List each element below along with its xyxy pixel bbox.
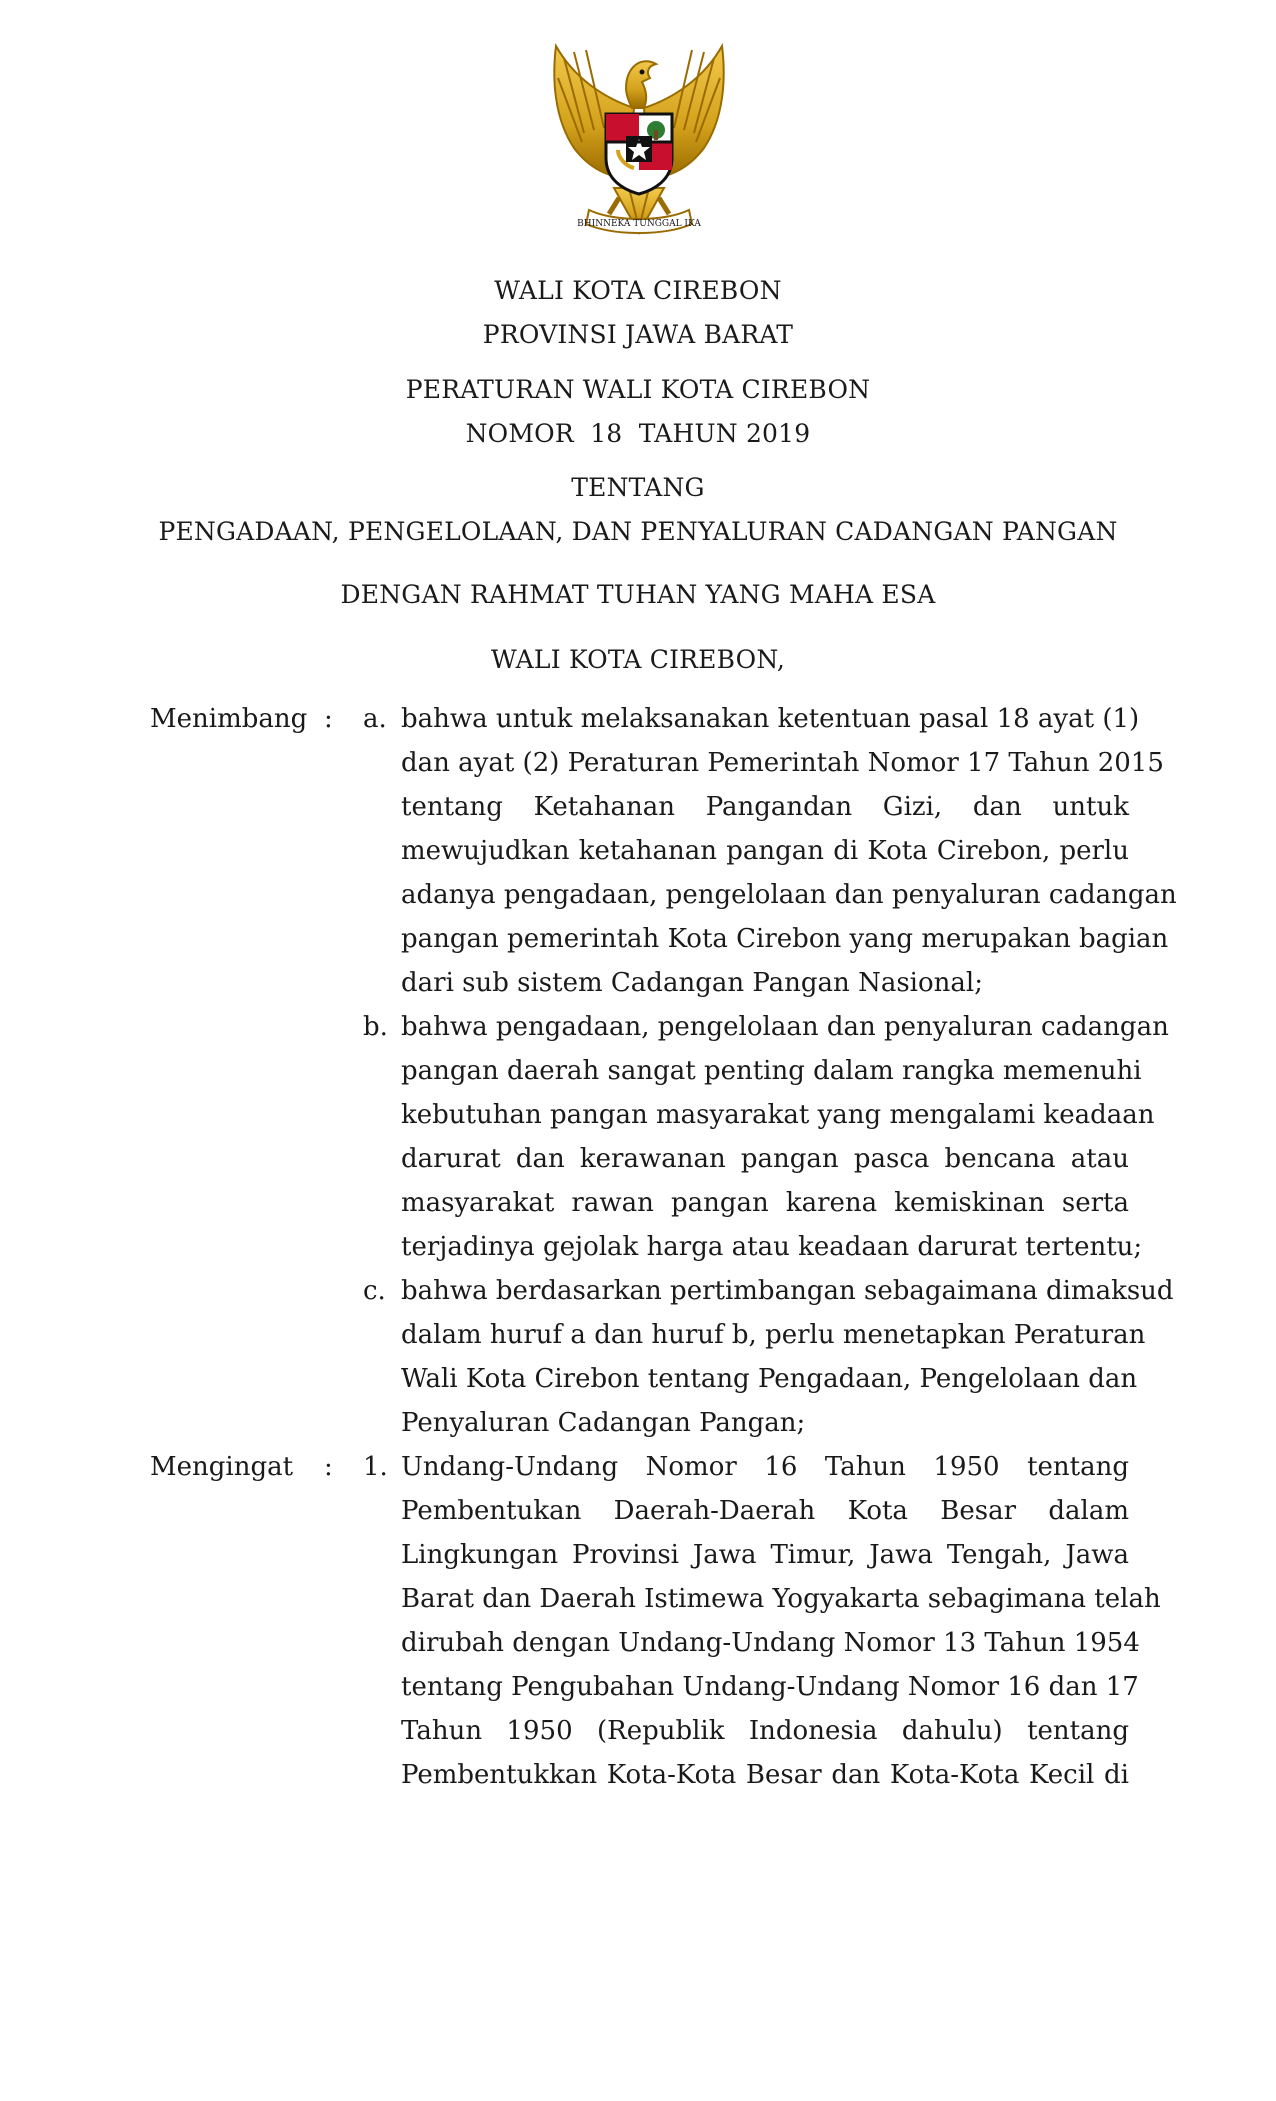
item-marker-a: a. (363, 704, 387, 734)
consideration-b-line: pangan daerah sangat penting dalam rangka memenuhi (401, 1056, 1142, 1086)
regulation-title: PERATURAN WALI KOTA CIREBON (405, 375, 871, 404)
issuer-title: WALI KOTA CIREBON (494, 276, 782, 305)
legal-basis-1-line: Tahun 1950 (Republik Indonesia dahulu) tentang (401, 1716, 1129, 1746)
legal-basis-1-line: Lingkungan Provinsi Jawa Timur, Jawa Tengah, Jawa (401, 1540, 1129, 1570)
item-marker-b: b. (363, 1012, 388, 1042)
consideration-a-line: tentang Ketahanan Pangandan Gizi, dan untuk (401, 792, 1129, 822)
consideration-a-line: mewujudkan ketahanan pangan di Kota Cirebon, perlu (401, 836, 1129, 866)
consideration-a-line: adanya pengadaan, pengelolaan dan penyaluran cadangan (401, 880, 1177, 910)
consideration-c-line: dalam huruf a dan huruf b, perlu menetapkan Peraturan (401, 1320, 1146, 1350)
regulation-number: NOMOR 18 TAHUN 2019 (465, 419, 811, 448)
legal-basis-1-line: Pembentukan Daerah-Daerah Kota Besar dalam (401, 1496, 1129, 1526)
emblem-motto: BHINNEKA TUNGGAL IKA (577, 219, 701, 229)
consideration-c-line: bahwa berdasarkan pertimbangan sebagaimana dimaksud (401, 1276, 1174, 1306)
legal-basis-1-line: Pembentukkan Kota-Kota Besar dan Kota-Kota Kecil di (401, 1760, 1129, 1790)
mengingat-colon: : (324, 1452, 333, 1482)
authority-line: WALI KOTA CIREBON, (491, 645, 785, 674)
province-title: PROVINSI JAWA BARAT (482, 320, 794, 349)
item-marker-c: c. (363, 1276, 386, 1306)
consideration-a-line: pangan pemerintah Kota Cirebon yang merupakan bagian (401, 924, 1169, 954)
consideration-b-line: darurat dan kerawanan pangan pasca bencana atau (401, 1144, 1129, 1174)
garuda-emblem-graphic (534, 38, 744, 258)
regulation-subject: PENGADAAN, PENGELOLAAN, DAN PENYALURAN CADANGAN PANGAN (158, 517, 1118, 546)
mengingat-label: Mengingat (150, 1452, 294, 1482)
consideration-b-line: kebutuhan pangan masyarakat yang mengalami keadaan (401, 1100, 1155, 1130)
consideration-b-line: masyarakat rawan pangan karena kemiskinan serta (401, 1188, 1129, 1218)
consideration-a-line: bahwa untuk melaksanakan ketentuan pasal 18 ayat (1) (401, 704, 1140, 734)
garuda-pancasila-emblem (534, 38, 744, 258)
consideration-c-line: Wali Kota Cirebon tentang Pengadaan, Pengelolaan dan (401, 1364, 1138, 1394)
item-marker-1: 1. (363, 1452, 388, 1482)
legal-basis-1-line: dirubah dengan Undang-Undang Nomor 13 Tahun 1954 (401, 1628, 1140, 1658)
consideration-b-line: terjadinya gejolak harga atau keadaan darurat tertentu; (401, 1232, 1143, 1262)
legal-basis-1-line: Barat dan Daerah Istimewa Yogyakarta sebagimana telah (401, 1584, 1161, 1614)
legal-basis-1-line: tentang Pengubahan Undang-Undang Nomor 16 dan 17 (401, 1672, 1139, 1702)
invocation: DENGAN RAHMAT TUHAN YANG MAHA ESA (340, 580, 936, 609)
legal-basis-1-line: Undang-Undang Nomor 16 Tahun 1950 tentang (401, 1452, 1129, 1482)
menimbang-label: Menimbang (150, 704, 308, 734)
consideration-a-line: dari sub sistem Cadangan Pangan Nasional; (401, 968, 983, 998)
menimbang-colon: : (324, 704, 333, 734)
about-label: TENTANG (571, 473, 705, 502)
consideration-a-line: dan ayat (2) Peraturan Pemerintah Nomor 17 Tahun 2015 (401, 748, 1164, 778)
consideration-b-line: bahwa pengadaan, pengelolaan dan penyaluran cadangan (401, 1012, 1169, 1042)
consideration-c-line: Penyaluran Cadangan Pangan; (401, 1408, 806, 1438)
